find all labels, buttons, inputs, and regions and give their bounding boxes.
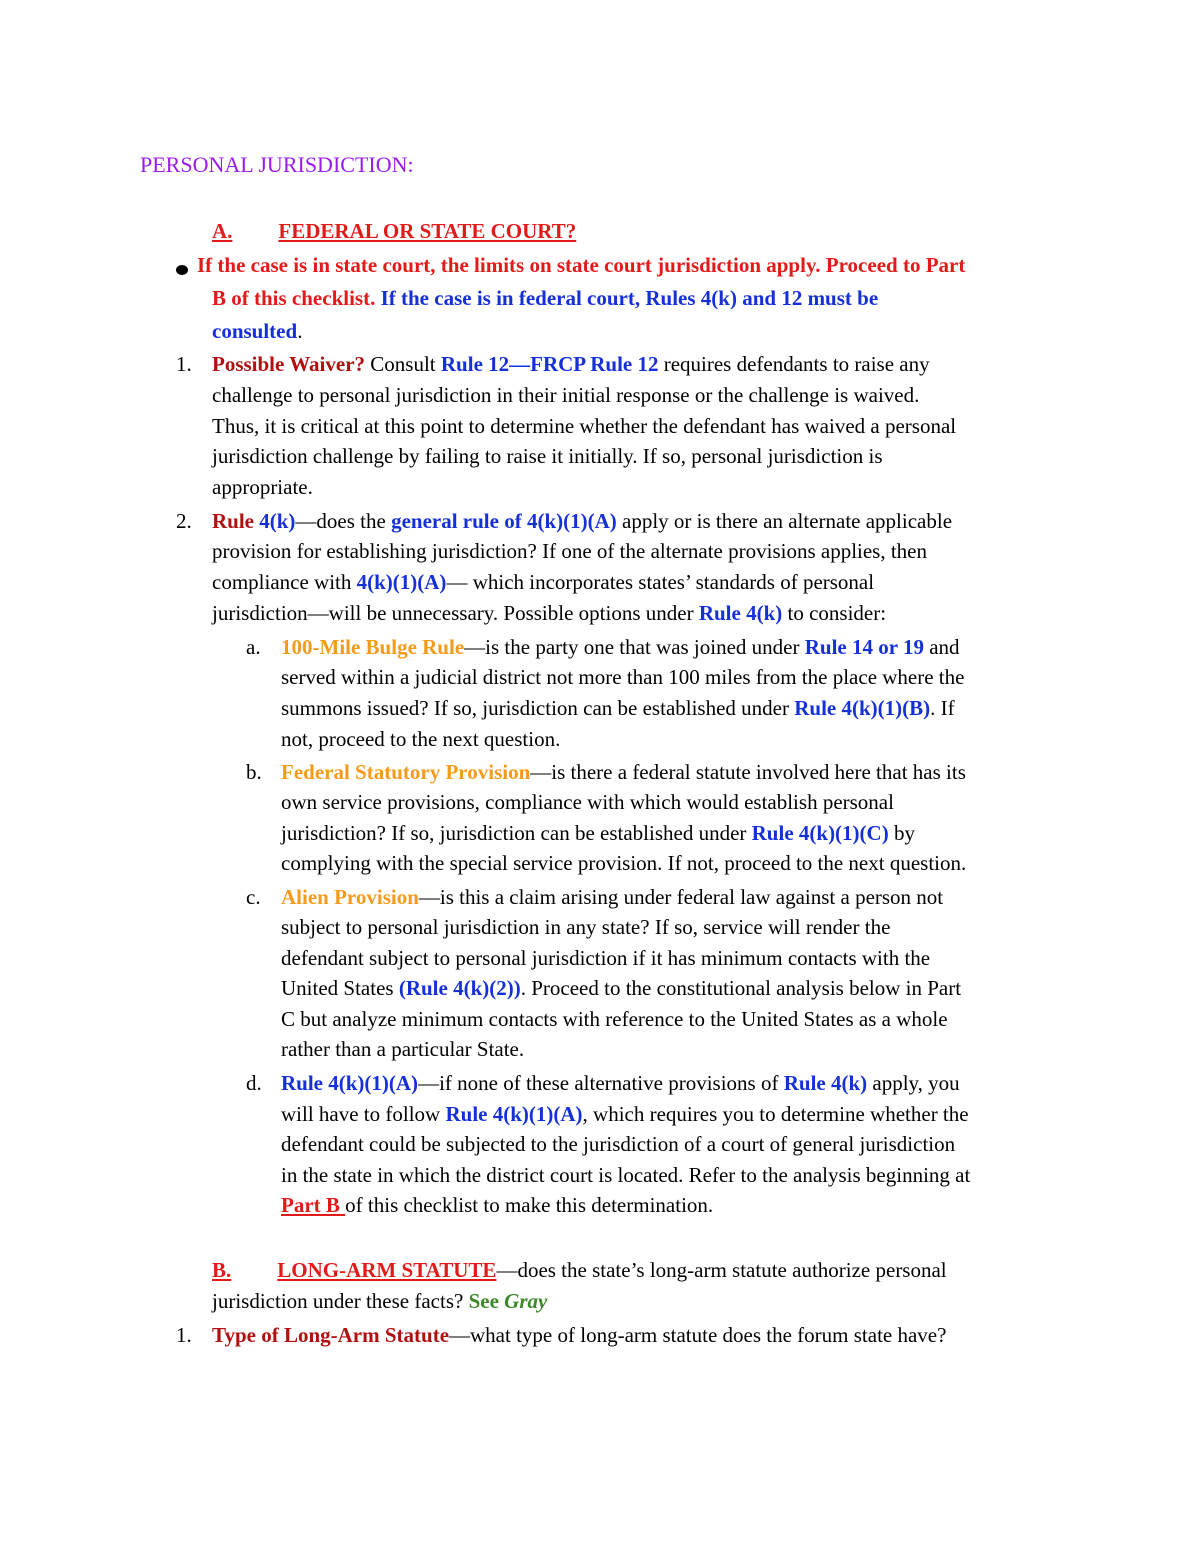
- item-2-text: —does the: [295, 509, 392, 533]
- federal-statutory-label: Federal Statutory Provision: [281, 760, 531, 784]
- item-2-line-3: [212, 567, 874, 597]
- item-2-line-1: [212, 506, 952, 536]
- sub-c-line-2: subject to personal jurisdiction in any state? If so, service will render the: [281, 915, 891, 939]
- sub-d-text: —if none of these alternative provisions of: [418, 1071, 784, 1095]
- bullet-line-2: [212, 283, 878, 313]
- sub-d-letter: d.: [246, 1071, 262, 1095]
- rule-4k1a-link: Rule 4(k)(1)(A): [445, 1102, 583, 1126]
- sub-a-text: —is the party one that was joined under: [464, 635, 805, 659]
- bullet-red-text: B of this checklist.: [212, 286, 376, 310]
- item-b1-line-1: [212, 1320, 946, 1350]
- rule-14-19-link: Rule 14 or 19: [804, 635, 924, 659]
- sub-a-line-2: served within a judicial district not more than 100 miles from the place where the: [281, 665, 965, 689]
- item-2-line-4: [212, 598, 886, 628]
- sub-a-line-4: not, proceed to the next question.: [281, 727, 561, 751]
- item-2-text: jurisdiction—will be unnecessary. Possible options under: [212, 601, 699, 625]
- sub-d-line-2: [281, 1099, 969, 1129]
- bullet-icon: [176, 265, 188, 275]
- rule-4k-link: 4(k): [259, 509, 296, 533]
- item-1-line-3: Thus, it is critical at this point to determine whether the defendant has waived a personal: [212, 414, 957, 438]
- sub-c-line-5: C but analyze minimum contacts with reference to the United States as a whole: [281, 1007, 948, 1031]
- rule-4k-link: Rule 4(k): [698, 601, 783, 625]
- alien-provision-label: Alien Provision: [281, 885, 419, 909]
- bullet-line-3: [212, 316, 302, 346]
- section-b-text: —does the state’s long-arm statute authorize personal: [496, 1258, 947, 1282]
- rule-12-link: Rule 12—FRCP Rule 12: [440, 352, 659, 376]
- sub-d-text: of this checklist to make this determination.: [345, 1193, 714, 1217]
- section-b-heading: [212, 1258, 496, 1282]
- item-2-text: compliance with: [212, 570, 357, 594]
- rule-4k1a-link: 4(k)(1)(A): [356, 570, 447, 594]
- sub-d-text: , which requires you to determine whether the: [582, 1102, 969, 1126]
- section-a-heading: [212, 216, 576, 246]
- item-2-text: apply or is there an alternate applicable: [616, 509, 953, 533]
- item-b1-text: —what type of long-arm statute does the forum state have?: [449, 1323, 947, 1347]
- sub-d-line-1: [281, 1068, 960, 1098]
- sub-d-text: apply, you: [867, 1071, 960, 1095]
- bullet-period: .: [297, 319, 303, 343]
- item-2-text: to consider:: [782, 601, 887, 625]
- item-1-text: Consult: [365, 352, 441, 376]
- section-b-title: LONG-ARM STATUTE: [277, 1258, 497, 1282]
- sub-b-line-1: [281, 757, 966, 787]
- sub-c-text: —is this a claim arising under federal law against a person not: [418, 885, 944, 909]
- item-2-number: 2.: [176, 509, 192, 533]
- section-b-text: jurisdiction under these facts?: [212, 1289, 469, 1313]
- gray-citation: Gray: [504, 1289, 548, 1313]
- rule-label: Rule: [212, 509, 260, 533]
- sub-b-line-4: complying with the special service provision. If not, proceed to the next question.: [281, 851, 967, 875]
- sub-c-letter: c.: [246, 885, 261, 909]
- sub-b-text: —is there a federal statute involved here that has its: [530, 760, 966, 784]
- rule-4k-link: Rule 4(k): [783, 1071, 868, 1095]
- sub-a-line-3: [281, 693, 955, 723]
- sub-c-line-3: defendant subject to personal jurisdiction if it has minimum contacts with the: [281, 946, 931, 970]
- sub-b-letter: b.: [246, 760, 262, 784]
- item-1-line-4: jurisdiction challenge by failing to raise it initially. If so, personal jurisdiction is: [212, 444, 883, 468]
- sub-a-text: summons issued? If so, jurisdiction can be established under: [281, 696, 795, 720]
- sub-a-letter: a.: [246, 635, 261, 659]
- sub-a-text: . If: [930, 696, 955, 720]
- sub-c-line-1: [281, 882, 943, 912]
- sub-d-line-4: in the state in which the district court is located. Refer to the analysis beginning at: [281, 1163, 971, 1187]
- part-b-link[interactable]: Part B: [281, 1193, 346, 1217]
- item-1-number: 1.: [176, 352, 192, 376]
- sub-c-line-4: [281, 973, 961, 1003]
- possible-waiver-label: Possible Waiver?: [212, 352, 366, 376]
- sub-b-line-3: [281, 818, 915, 848]
- sub-b-text: by: [888, 821, 915, 845]
- section-b-letter: B.: [212, 1258, 232, 1282]
- section-a-letter: A.: [212, 219, 233, 243]
- see-label: See: [468, 1289, 505, 1313]
- sub-d-line-5: [281, 1190, 713, 1220]
- sub-b-text: jurisdiction? If so, jurisdiction can be established under: [281, 821, 752, 845]
- rule-4k1b-link: Rule 4(k)(1)(B): [794, 696, 931, 720]
- bulge-rule-label: 100-Mile Bulge Rule: [281, 635, 465, 659]
- sub-c-line-6: rather than a particular State.: [281, 1037, 525, 1061]
- item-2-line-2: provision for establishing jurisdiction? If one of the alternate provisions applies, then: [212, 539, 928, 563]
- sub-c-text: United States: [281, 976, 399, 1000]
- item-1-text: requires defendants to raise any: [658, 352, 930, 376]
- section-a-title: FEDERAL OR STATE COURT?: [278, 219, 577, 243]
- sub-d-line-3: defendant could be subjected to the jurisdiction of a court of general jurisdiction: [281, 1132, 956, 1156]
- sub-a-line-1: [281, 632, 960, 662]
- bullet-blue-text: If the case is in federal court, Rules 4(k) and 12 must be: [375, 286, 879, 310]
- item-1-line-5: appropriate.: [212, 475, 313, 499]
- item-b1-number: 1.: [176, 1323, 192, 1347]
- item-1-line-2: challenge to personal jurisdiction in their initial response or the challenge is waived.: [212, 383, 920, 407]
- rule-4k2-link: (Rule 4(k)(2)): [398, 976, 521, 1000]
- section-b-line-2: [212, 1286, 547, 1316]
- bullet-line-1: If the case is in state court, the limits on state court jurisdiction apply. Proceed to Part: [197, 253, 966, 277]
- page-title: PERSONAL JURISDICTION:: [140, 152, 414, 177]
- item-1-line-1: [212, 349, 930, 379]
- type-long-arm-label: Type of Long-Arm Statute: [212, 1323, 450, 1347]
- general-rule-link: general rule of 4(k)(1)(A): [391, 509, 617, 533]
- sub-d-text: will have to follow: [281, 1102, 446, 1126]
- sub-a-text: and: [923, 635, 960, 659]
- item-2-text: — which incorporates states’ standards of personal: [446, 570, 875, 594]
- sub-b-line-2: own service provisions, compliance with which would establish personal: [281, 790, 894, 814]
- section-b-line-1: [212, 1255, 947, 1285]
- bullet-consulted: consulted: [212, 319, 298, 343]
- sub-c-text: . Proceed to the constitutional analysis below in Part: [520, 976, 962, 1000]
- rule-4k1c-link: Rule 4(k)(1)(C): [751, 821, 889, 845]
- rule-4k1a-link: Rule 4(k)(1)(A): [281, 1071, 419, 1095]
